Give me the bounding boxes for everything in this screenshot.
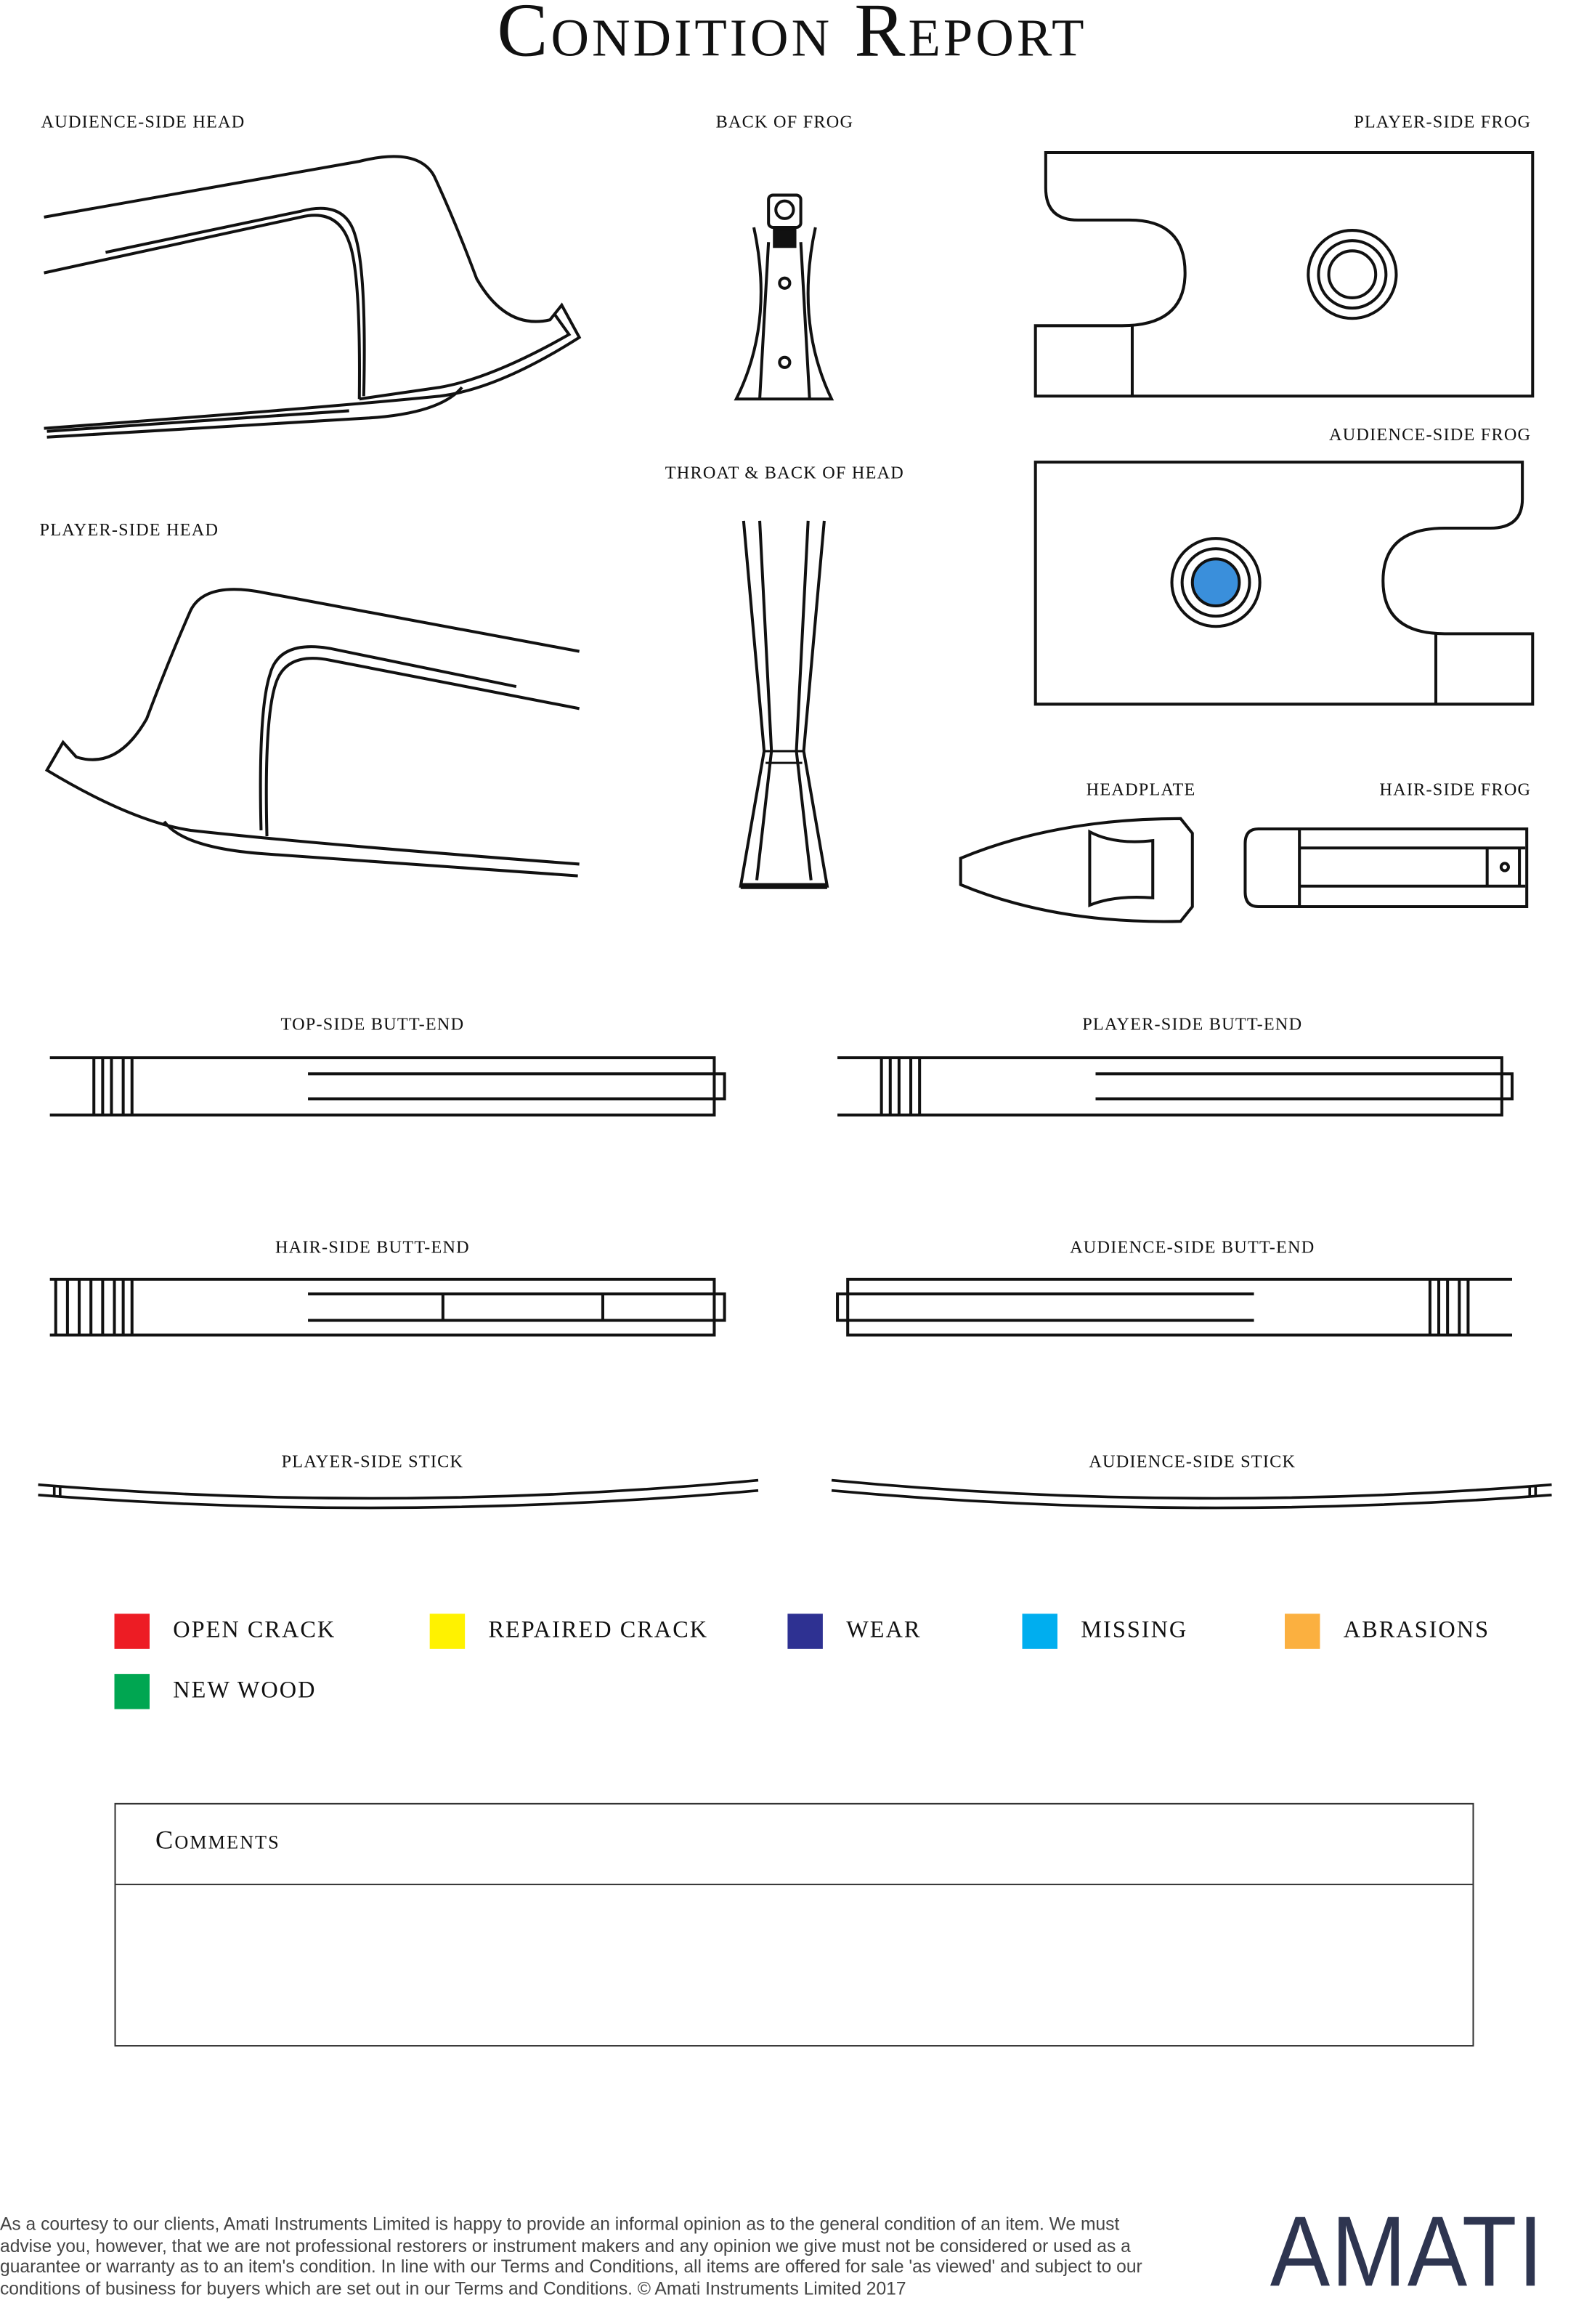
legend-open-crack: [115, 1614, 336, 1648]
top-side-butt-end-drawing: [50, 1058, 725, 1115]
swatch-open-crack: [115, 1614, 150, 1648]
label-player-side-stick: PLAYER-SIDE STICK: [281, 1451, 464, 1472]
amati-logo: AMATI: [1270, 2196, 1545, 2308]
legend-label: ABRASIONS: [1343, 1618, 1490, 1643]
throat-back-of-head-drawing: [741, 521, 827, 886]
swatch-abrasions: [1285, 1614, 1320, 1648]
label-player-side-frog: PLAYER-SIDE FROG: [1354, 111, 1532, 132]
swatch-repaired-crack: [430, 1614, 465, 1648]
hair-side-butt-end-drawing: [50, 1279, 725, 1335]
hair-side-frog-drawing: [1245, 829, 1527, 907]
comments-box: [115, 1803, 1474, 2046]
legend-label: NEW WOOD: [173, 1678, 317, 1704]
swatch-wear: [787, 1614, 822, 1648]
legend-wear: [787, 1614, 921, 1648]
legend-label: WEAR: [846, 1618, 922, 1643]
comments-field[interactable]: [116, 1885, 1473, 2044]
missing-damage-mark: [1193, 559, 1240, 606]
player-side-stick-drawing: [38, 1481, 759, 1508]
label-audience-side-head: AUDIENCE-SIDE HEAD: [41, 111, 245, 132]
headplate-drawing: [961, 819, 1193, 922]
player-side-frog-drawing: [1036, 153, 1533, 396]
label-hair-side-frog: HAIR-SIDE FROG: [1379, 779, 1532, 800]
label-player-side-head: PLAYER-SIDE HEAD: [39, 519, 219, 540]
swatch-new-wood: [115, 1674, 150, 1709]
swatch-missing: [1023, 1614, 1057, 1648]
audience-side-butt-end-drawing: [837, 1279, 1512, 1335]
disclaimer-text: As a courtesy to our clients, Amati Instruments Limited is happy to provide an informal opinion as to the general condition of an item. We must advise you, however, that we are not professional restorers or instrument makers and any opinion we give must not be considered or used as a guarantee or warranty as to an item's condition. In line with our Terms and Conditions, all items are offered for sale 'as viewed' and subject to our conditions of business for buyers which are set out in our Terms and Conditions. © Amati Instruments Limited 2017: [0, 2214, 1142, 2299]
label-player-side-butt-end: PLAYER-SIDE BUTT-END: [1082, 1013, 1303, 1035]
label-hair-side-butt-end: HAIR-SIDE BUTT-END: [275, 1236, 470, 1258]
label-top-side-butt-end: TOP-SIDE BUTT-END: [280, 1013, 465, 1035]
audience-side-stick-drawing: [832, 1481, 1552, 1508]
legend-abrasions: [1285, 1614, 1490, 1648]
legend-label: OPEN CRACK: [173, 1618, 336, 1643]
legend-new-wood: [115, 1674, 317, 1709]
player-side-head-drawing: [47, 589, 580, 875]
label-headplate: HEADPLATE: [1086, 779, 1196, 800]
legend-missing: [1023, 1614, 1188, 1648]
label-audience-side-stick: AUDIENCE-SIDE STICK: [1089, 1451, 1296, 1472]
page-title: Condition Report: [497, 0, 1087, 73]
label-audience-side-frog: AUDIENCE-SIDE FROG: [1328, 424, 1532, 445]
legend-label: REPAIRED CRACK: [488, 1618, 709, 1643]
comments-header: [116, 1805, 1473, 1885]
label-back-of-frog: BACK OF FROG: [715, 111, 854, 132]
legend-repaired-crack: [430, 1614, 708, 1648]
label-audience-side-butt-end: AUDIENCE-SIDE BUTT-END: [1070, 1236, 1315, 1258]
legend-label: MISSING: [1081, 1618, 1188, 1643]
comments-title: Comments: [155, 1825, 280, 1855]
audience-side-head-drawing: [44, 156, 580, 437]
audience-side-frog-drawing: [1036, 462, 1533, 704]
back-of-frog-drawing: [736, 195, 832, 400]
player-side-butt-end-drawing: [837, 1058, 1512, 1115]
label-throat-back-of-head: THROAT & BACK OF HEAD: [665, 462, 905, 483]
